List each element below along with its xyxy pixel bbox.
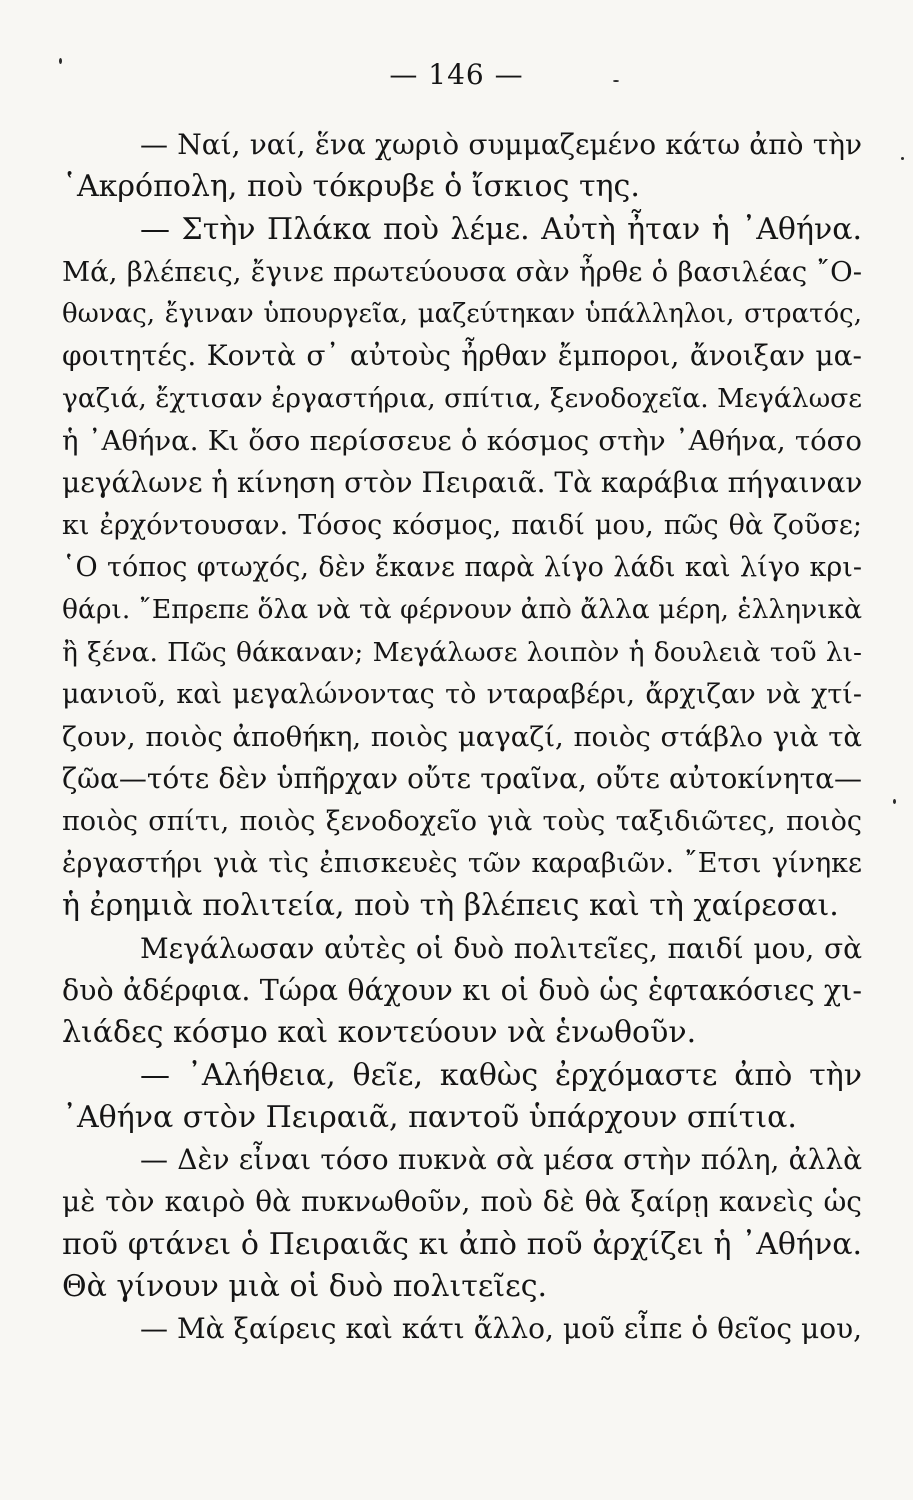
text-line: — Στὴν Πλάκα ποὺ λέμε. Αὐτὴ ἦταν ἡ ᾿Αθήνα. bbox=[140, 211, 862, 247]
text-line: ῾Ο τόπος φτωχός, δὲν ἔκανε παρὰ λίγο λάδι καὶ λίγο κρι- bbox=[62, 551, 862, 583]
text-line: μὲ τὸν καιρὸ θὰ πυκνωθοῦν, ποὺ δὲ θὰ ξαίρῃ κανεὶς ὡς bbox=[62, 1185, 862, 1219]
text-line: — Ναί, ναί, ἕνα χωριὸ συμμαζεμένο κάτω ἀπὸ τὴν bbox=[140, 128, 862, 161]
text-line: φοιτητές. Κοντὰ σ᾿ αὐτοὺς ἦρθαν ἔμποροι, ἄνοιξαν μα- bbox=[62, 339, 862, 373]
text-line: μανιοῦ, καὶ μεγαλώνοντας τὸ νταραβέρι, ἄρχιζαν νὰ χτί- bbox=[62, 678, 862, 710]
text-line: ἡ ᾿Αθήνα. Κι ὅσο περίσσευε ὁ κόσμος στὴν ᾿Αθήνα, τόσο bbox=[62, 425, 862, 458]
text-line: μεγάλωνε ἡ κίνηση στὸν Πειραιᾶ. Τὰ καράβια πήγαιναν bbox=[62, 466, 862, 500]
text-line: δυὸ ἀδέρφια. Τώρα θάχουν κι οἱ δυὸ ὡς ἑφτακόσιες χι- bbox=[62, 973, 862, 1007]
text-line: — Δὲν εἶναι τόσο πυκνὰ σὰ μέσα στὴν πόλη, ἀλλὰ bbox=[140, 1143, 862, 1177]
text-line: ᾿Αθήνα στὸν Πειραιᾶ, παντοῦ ὑπάρχουν σπίτια. bbox=[62, 1099, 797, 1135]
ink-speck bbox=[901, 157, 904, 160]
text-line: ῾Ακρόπολη, ποὺ τόκρυβε ὁ ἴσκιος της. bbox=[62, 169, 640, 205]
text-line: λιάδες κόσμο καὶ κοντεύουν νὰ ἑνωθοῦν. bbox=[62, 1015, 697, 1051]
page-number: — 146 — bbox=[389, 58, 524, 91]
text-line: — ᾿Αλήθεια, θεῖε, καθὼς ἐρχόμαστε ἀπὸ τὴν bbox=[140, 1057, 862, 1093]
text-line: Μά, βλέπεις, ἔγινε πρωτεύουσα σὰν ἦρθε ὁ βασιλέας ῎Ο- bbox=[62, 255, 862, 288]
text-line: — Μὰ ξαίρεις καὶ κάτι ἄλλο, μοῦ εἶπε ὁ θεῖος μου, bbox=[140, 1312, 862, 1346]
text-line: γαζιά, ἔχτισαν ἐργαστήρια, σπίτια, ξενοδοχεῖα. Μεγάλωσε bbox=[62, 382, 862, 414]
text-line: ἡ ἐρημιὰ πολιτεία, ποὺ τὴ βλέπεις καὶ τὴ χαίρεσαι. bbox=[62, 888, 839, 924]
text-line: Θὰ γίνουν μιὰ οἱ δυὸ πολιτεῖες. bbox=[62, 1269, 548, 1305]
ink-speck bbox=[59, 58, 62, 64]
body-text bbox=[62, 124, 862, 1351]
ink-speck bbox=[613, 80, 619, 82]
text-line: ποῦ φτάνει ὁ Πειραιᾶς κι ἀπὸ ποῦ ἀρχίζει ἡ ᾿Αθήνα. bbox=[62, 1226, 862, 1262]
text-line: ἐργαστήρι γιὰ τὶς ἐπισκευὲς τῶν καραβιῶν. ῎Ετσι γίνηκε bbox=[62, 848, 862, 880]
ink-speck bbox=[893, 799, 896, 804]
text-line: θωνας, ἔγιναν ὑπουργεῖα, μαζεύτηκαν ὑπάλληλοι, στρατός, bbox=[62, 299, 862, 330]
text-line: κι ἐρχόντουσαν. Τόσος κόσμος, παιδί μου, πῶς θὰ ζοῦσε; bbox=[62, 509, 862, 541]
text-line: ζουν, ποιὸς ἀποθήκη, ποιὸς μαγαζί, ποιὸς στάβλο γιὰ τὰ bbox=[62, 721, 862, 754]
text-line: ζῶα—τότε δὲν ὑπῆρχαν οὔτε τραῖνα, οὔτε αὐτοκίνητα— bbox=[62, 762, 862, 796]
text-line: Μεγάλωσαν αὐτὲς οἱ δυὸ πολιτεῖες, παιδί μου, σὰ bbox=[140, 931, 862, 965]
text-line: ποιὸς σπίτι, ποιὸς ξενοδοχεῖο γιὰ τοὺς ταξιδιῶτες, ποιὸς bbox=[62, 805, 862, 837]
text-line: θάρι. ῎Επρεπε ὅλα νὰ τὰ φέρνουν ἀπὸ ἄλλα μέρη, ἑλληνικὰ bbox=[62, 594, 862, 626]
text-line: ἢ ξένα. Πῶς θάκαναν; Μεγάλωσε λοιπὸν ἡ δουλειὰ τοῦ λι- bbox=[62, 636, 862, 668]
